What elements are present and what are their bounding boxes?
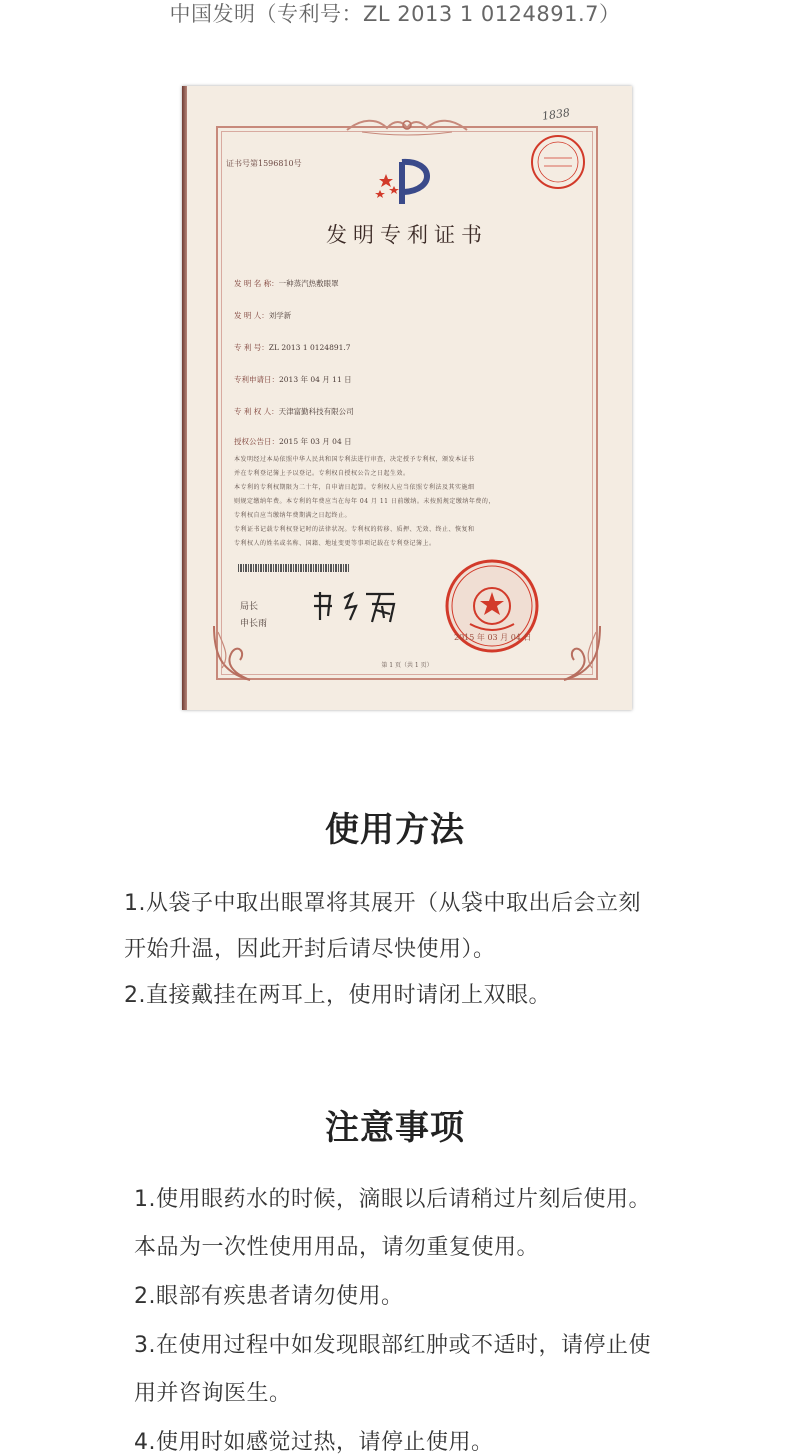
barcode <box>238 564 350 572</box>
field-label: 专利申请日： <box>234 375 279 384</box>
usage-line: 2.直接戴挂在两耳上，使用时请闭上双眼。 <box>124 983 551 1008</box>
field-value: 2013 年 04 月 11 日 <box>279 375 352 384</box>
field-label: 发 明 名 称： <box>234 279 279 288</box>
field-grant-date <box>234 436 352 447</box>
certificate-body-line: 专利权人的姓名或名称、国籍、地址变更等事项记载在专利登记簿上。 <box>234 540 436 547</box>
certificate-number: 证书号第1596810号 <box>226 159 302 168</box>
certificate-page-number: 第 1 页（共 1 页） <box>381 662 433 669</box>
patent-caption: 中国发明（专利号：ZL 2013 1 0124891.7） <box>169 2 621 26</box>
notes-line: 3.在使用过程中如发现眼部红肿或不适时，请停止使 <box>134 1333 651 1358</box>
notes-line: 1.使用眼药水的时候，滴眼以后请稍过片刻后使用。 <box>134 1187 651 1212</box>
notes-line: 用并咨询医生。 <box>134 1381 292 1406</box>
field-value: 2015 年 03 月 04 日 <box>279 437 352 446</box>
notes-line: 本品为一次性使用用品，请勿重复使用。 <box>134 1235 540 1260</box>
field-inventor <box>234 310 291 321</box>
certificate-body-line: 则规定缴纳年费。本专利的年费应当在每年 04 月 11 日前缴纳。未按照规定缴纳年费的， <box>234 498 495 505</box>
usage-line: 开始升温，因此开封后请尽快使用）。 <box>124 937 496 962</box>
field-value: 刘学新 <box>268 311 292 320</box>
field-invention-name <box>234 278 339 289</box>
field-patentee <box>234 406 354 417</box>
director-name: 申长雨 <box>240 619 268 629</box>
top-ornament-icon <box>342 116 472 138</box>
field-value: 一种蒸汽热敷眼罩 <box>278 279 339 288</box>
field-value: ZL 2013 1 0124891.7 <box>268 343 351 352</box>
field-label: 授权公告日： <box>234 437 279 446</box>
field-label: 专 利 号： <box>234 343 269 352</box>
director-signature-icon <box>310 586 400 626</box>
certificate-spine <box>182 86 187 710</box>
corner-seal-icon <box>528 132 588 192</box>
certificate-title: 发明专利证书 <box>326 223 488 247</box>
field-application-date <box>234 374 352 385</box>
certificate-body-line: 本发明经过本局依照中华人民共和国专利法进行审查，决定授予专利权，颁发本证书 <box>234 456 475 463</box>
usage-section-title: 使用方法 <box>325 810 465 850</box>
notes-line: 2.眼部有疾患者请勿使用。 <box>134 1284 404 1309</box>
corner-ornament-icon <box>210 622 270 686</box>
certificate-body-line: 专利权自应当缴纳年费期满之日起终止。 <box>234 512 352 519</box>
director-title: 局长 <box>240 602 259 612</box>
corner-ornament-icon <box>544 622 604 686</box>
seal-date: 2015 年 03 月 04 日 <box>454 633 532 642</box>
notes-section-title: 注意事项 <box>325 1108 465 1148</box>
field-label: 发 明 人： <box>234 311 269 320</box>
field-value: 天津富勤科技有限公司 <box>278 407 354 416</box>
usage-line: 1.从袋子中取出眼罩将其展开（从袋中取出后会立刻 <box>124 891 641 916</box>
field-patent-number <box>234 342 351 353</box>
certificate-body-line: 专利证书记载专利权登记时的法律状况。专利权的转移、质押、无效、终止、恢复和 <box>234 526 475 533</box>
patent-certificate-image <box>182 86 632 710</box>
certificate-body-line: 本专利的专利权期限为二十年，自申请日起算。专利权人应当依照专利法及其实施细 <box>234 484 475 491</box>
handwritten-note: 1838 <box>541 106 571 123</box>
patent-office-logo-icon <box>372 156 442 210</box>
certificate-body-line: 并在专利登记簿上予以登记。专利权自授权公告之日起生效。 <box>234 470 410 477</box>
notes-line: 4.使用时如感觉过热，请停止使用。 <box>134 1430 494 1455</box>
field-label: 专 利 权 人： <box>234 407 279 416</box>
